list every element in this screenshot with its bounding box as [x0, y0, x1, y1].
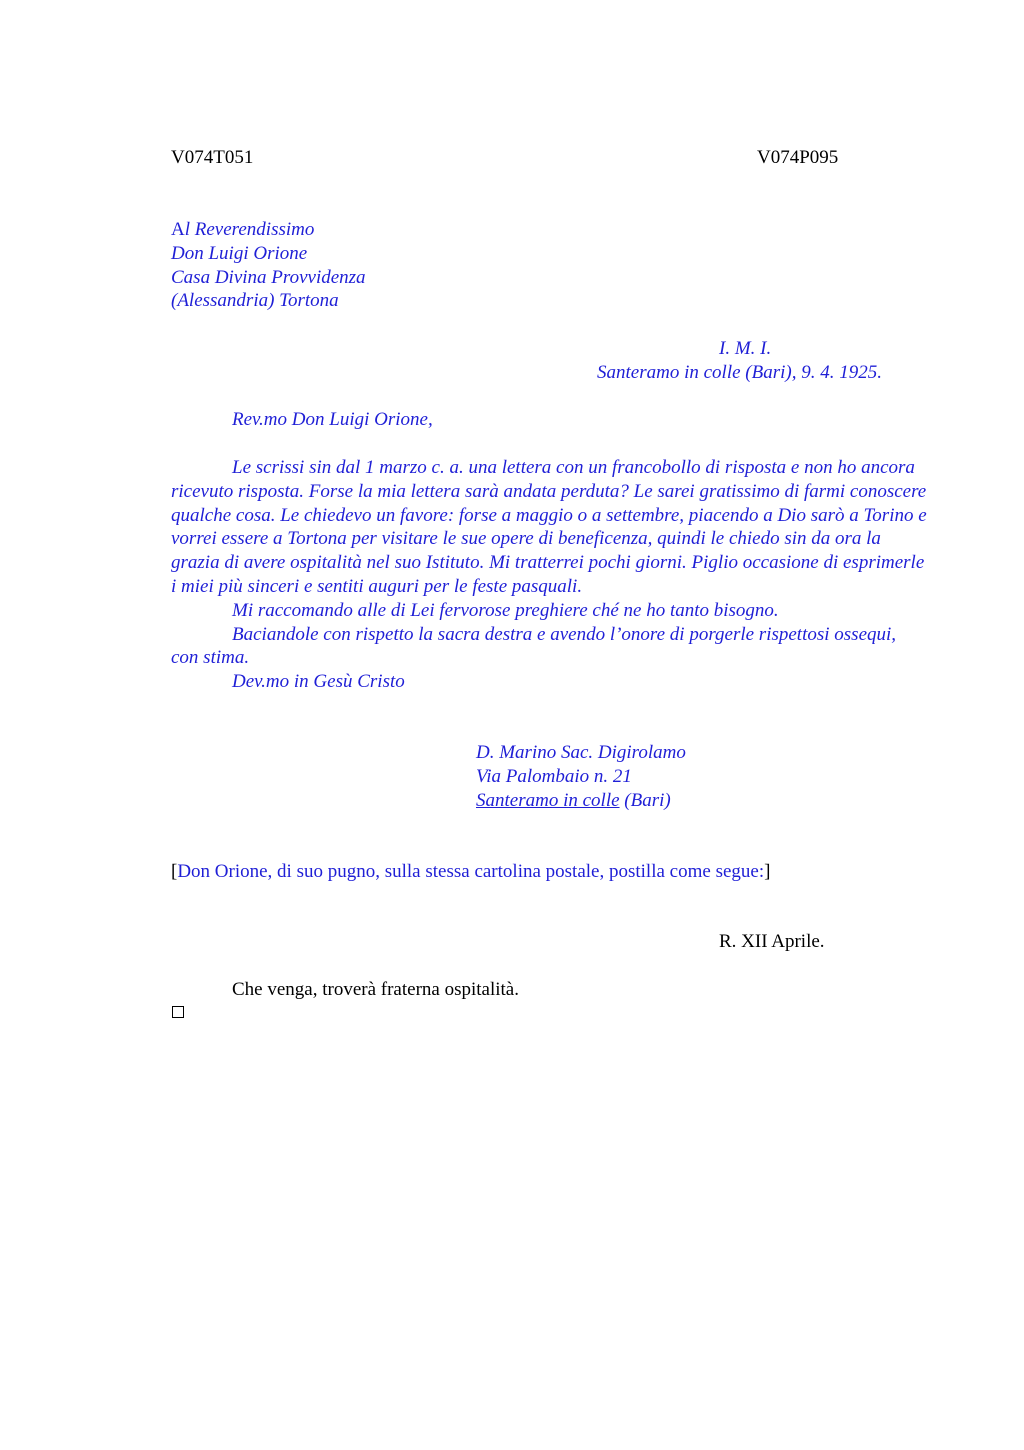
signature-name: D. Marino Sac. Digirolamo: [476, 742, 686, 763]
address-line-1-prefix: A: [171, 219, 185, 240]
signature-block: [476, 741, 686, 812]
checkbox-glyph: [172, 1006, 184, 1018]
body-paragraph-2: Mi raccomando alle di Lei fervorose preghiere ché ne ho tanto bisogno.: [232, 599, 779, 621]
signature-town: [476, 789, 686, 813]
note-close-bracket: ]: [764, 861, 771, 882]
salutation: Rev.mo Don Luigi Orione,: [232, 409, 433, 430]
address-line-1: [171, 218, 366, 242]
note-text: Don Orione, di suo pugno, sulla stessa cartolina postale, postilla come segue:: [177, 861, 765, 882]
address-block: [171, 218, 366, 313]
editorial-note: [171, 860, 770, 884]
document-code-left: V074T051: [171, 147, 254, 168]
address-line-1-rest: l Reverendissimo: [184, 219, 315, 240]
note-open-bracket: [: [171, 861, 178, 882]
place-date: Santeramo in colle (Bari), 9. 4. 1925.: [597, 362, 882, 383]
address-line-2: Don Luigi Orione: [171, 242, 308, 264]
body-paragraph-1: Le scrissi sin dal 1 marzo c. a. una lettera con un francobollo di risposta e non ho ancora ricevuto risposta. Forse la mia lettera sarà andata perduta? Le sarei gratissimo di farmi conoscere qualche cosa. Le chiedevo un favore: forse a maggio o a settembre, piacendo a Dio sarò a Torino e vorrei essere a Tortona per visitare le sue opere di beneficenza, quindi le chiedo sin da ora la grazia di avere ospitalità nel suo Istituto. Mi tratterrei pochi giorni. Piglio occasione di esprimerle i miei più sinceri e sentiti auguri per le feste pasquali.: [171, 457, 927, 597]
monogram: I. M. I.: [719, 338, 772, 359]
letter-body: [171, 456, 927, 694]
body-paragraph-3: Baciandole con rispetto la sacra destra e avendo l’onore di porgerle rispettosi ossequi, con stima.: [171, 623, 897, 669]
reply-text: Che venga, troverà fraterna ospitalità.: [232, 979, 519, 1000]
body-closing: Dev.mo in Gesù Cristo: [232, 671, 405, 693]
signature-town-suffix: (Bari): [619, 789, 671, 811]
document-code-right: V074P095: [757, 147, 839, 168]
signature-town-underlined: Santeramo in colle: [476, 789, 620, 811]
address-line-3: Casa Divina Provvidenza: [171, 266, 366, 288]
reply-date: R. XII Aprile.: [719, 931, 825, 952]
signature-street: Via Palombaio n. 21: [476, 765, 632, 787]
address-line-4: (Alessandria) Tortona: [171, 290, 339, 312]
